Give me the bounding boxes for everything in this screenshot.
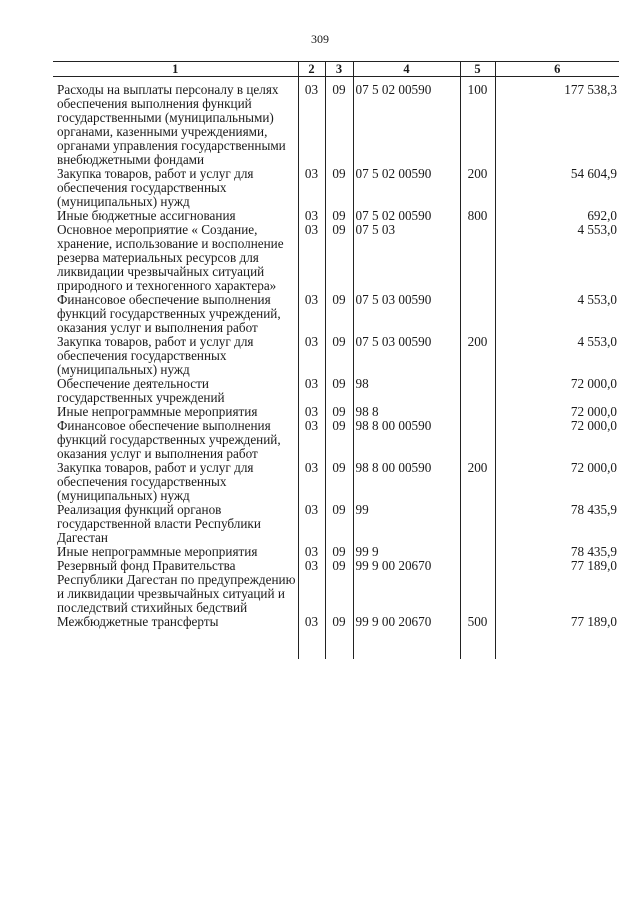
empty-cell xyxy=(298,629,325,659)
amount: 72 000,0 xyxy=(495,461,619,503)
column-header: 1 xyxy=(53,62,298,77)
expense-type-code xyxy=(460,223,495,293)
empty-cell xyxy=(495,629,619,659)
amount: 54 604,9 xyxy=(495,167,619,209)
subsection-code: 09 xyxy=(325,209,353,223)
section-code: 03 xyxy=(298,615,325,629)
section-code: 03 xyxy=(298,167,325,209)
section-code: 03 xyxy=(298,419,325,461)
empty-cell xyxy=(460,629,495,659)
item-name: Межбюджетные трансферты xyxy=(57,614,219,629)
subsection-code: 09 xyxy=(325,419,353,461)
table-row xyxy=(53,167,619,209)
section-code: 03 xyxy=(298,503,325,545)
expense-type-code xyxy=(460,545,495,559)
expense-type-code xyxy=(460,377,495,405)
target-item-code: 07 5 02 00590 xyxy=(353,77,460,168)
target-item-code: 98 8 00 00590 xyxy=(353,461,460,503)
expense-type-code: 100 xyxy=(460,77,495,168)
target-item-code: 98 8 00 00590 xyxy=(353,419,460,461)
subsection-code: 09 xyxy=(325,559,353,615)
section-code: 03 xyxy=(298,545,325,559)
column-header: 5 xyxy=(460,62,495,77)
section-code: 03 xyxy=(298,461,325,503)
section-code: 03 xyxy=(298,559,325,615)
subsection-code: 09 xyxy=(325,503,353,545)
item-name: Резервный фонд Правительства Республики Дагестан по предупреждению и ликвидации чрезвычайных ситуаций и последствий стихийных бедствий xyxy=(57,558,296,615)
amount: 4 553,0 xyxy=(495,223,619,293)
table-row xyxy=(53,223,619,293)
target-item-code: 99 9 00 20670 xyxy=(353,615,460,629)
item-name: Финансовое обеспечение выполнения функций государственных учреждений, оказания услуг и выполнения работ xyxy=(57,418,281,461)
item-name: Иные непрограммные мероприятия xyxy=(57,544,258,559)
expense-type-code xyxy=(460,503,495,545)
table-row xyxy=(53,293,619,335)
table-row xyxy=(53,503,619,545)
empty-cell xyxy=(353,629,460,659)
empty-cell xyxy=(325,629,353,659)
subsection-code: 09 xyxy=(325,615,353,629)
table-row xyxy=(53,209,619,223)
item-name: Финансовое обеспечение выполнения функций государственных учреждений, оказания услуг и выполнения работ xyxy=(57,292,281,335)
item-name: Расходы на выплаты персоналу в целях обеспечения выполнения функций государственными (муниципальными) органами, казенными учреждениями, органами управления государственными внебюджетными фондами xyxy=(57,82,286,167)
expense-type-code: 500 xyxy=(460,615,495,629)
expense-type-code: 200 xyxy=(460,335,495,377)
column-header: 6 xyxy=(495,62,619,77)
table-row xyxy=(53,559,619,615)
column-header: 2 xyxy=(298,62,325,77)
section-code: 03 xyxy=(298,223,325,293)
amount: 177 538,3 xyxy=(495,77,619,168)
target-item-code: 07 5 03 00590 xyxy=(353,293,460,335)
target-item-code: 98 8 xyxy=(353,405,460,419)
amount: 78 435,9 xyxy=(495,503,619,545)
amount: 77 189,0 xyxy=(495,559,619,615)
item-name: Закупка товаров, работ и услуг для обеспечения государственных (муниципальных) нужд xyxy=(57,460,254,503)
amount: 4 553,0 xyxy=(495,293,619,335)
section-code: 03 xyxy=(298,335,325,377)
target-item-code: 99 9 00 20670 xyxy=(353,559,460,615)
section-code: 03 xyxy=(298,293,325,335)
target-item-code: 07 5 03 00590 xyxy=(353,335,460,377)
amount: 4 553,0 xyxy=(495,335,619,377)
table-row xyxy=(53,461,619,503)
subsection-code: 09 xyxy=(325,545,353,559)
subsection-code: 09 xyxy=(325,461,353,503)
page-number: 309 xyxy=(311,32,329,46)
target-item-code: 99 xyxy=(353,503,460,545)
expense-type-code xyxy=(460,405,495,419)
item-name: Иные бюджетные ассигнования xyxy=(57,208,236,223)
header-row xyxy=(53,62,619,77)
target-item-code: 07 5 03 xyxy=(353,223,460,293)
subsection-code: 09 xyxy=(325,167,353,209)
expense-type-code: 200 xyxy=(460,461,495,503)
subsection-code: 09 xyxy=(325,293,353,335)
subsection-code: 09 xyxy=(325,377,353,405)
item-name: Обеспечение деятельности государственных учреждений xyxy=(57,376,225,405)
table-row xyxy=(53,77,619,168)
table-row xyxy=(53,545,619,559)
target-item-code: 07 5 02 00590 xyxy=(353,167,460,209)
section-code: 03 xyxy=(298,77,325,168)
empty-cell xyxy=(53,629,298,659)
table-body xyxy=(53,77,619,660)
table-row xyxy=(53,419,619,461)
item-name: Основное мероприятие « Создание, хранение, использование и восполнение резерва материальных ресурсов для ликвидации чрезвычайных ситуаций природного и техногенного характера» xyxy=(57,222,284,293)
section-code: 03 xyxy=(298,377,325,405)
item-name: Закупка товаров, работ и услуг для обеспечения государственных (муниципальных) нужд xyxy=(57,334,254,377)
target-item-code: 98 xyxy=(353,377,460,405)
subsection-code: 09 xyxy=(325,77,353,168)
table-row xyxy=(53,335,619,377)
amount: 692,0 xyxy=(495,209,619,223)
item-name: Иные непрограммные мероприятия xyxy=(57,404,258,419)
expense-type-code xyxy=(460,293,495,335)
amount: 78 435,9 xyxy=(495,545,619,559)
table-tail-row xyxy=(53,629,619,659)
expense-type-code xyxy=(460,559,495,615)
section-code: 03 xyxy=(298,209,325,223)
table-row xyxy=(53,377,619,405)
subsection-code: 09 xyxy=(325,405,353,419)
column-header: 4 xyxy=(353,62,460,77)
section-code: 03 xyxy=(298,405,325,419)
item-name: Реализация функций органов государственной власти Республики Дагестан xyxy=(57,502,261,545)
table-row xyxy=(53,405,619,419)
amount: 77 189,0 xyxy=(495,615,619,629)
amount: 72 000,0 xyxy=(495,405,619,419)
table-row xyxy=(53,615,619,629)
expense-type-code: 800 xyxy=(460,209,495,223)
amount: 72 000,0 xyxy=(495,419,619,461)
subsection-code: 09 xyxy=(325,335,353,377)
target-item-code: 99 9 xyxy=(353,545,460,559)
amount: 72 000,0 xyxy=(495,377,619,405)
item-name: Закупка товаров, работ и услуг для обеспечения государственных (муниципальных) нужд xyxy=(57,166,254,209)
subsection-code: 09 xyxy=(325,223,353,293)
expense-type-code: 200 xyxy=(460,167,495,209)
budget-table xyxy=(53,61,619,659)
column-header: 3 xyxy=(325,62,353,77)
expense-type-code xyxy=(460,419,495,461)
target-item-code: 07 5 02 00590 xyxy=(353,209,460,223)
